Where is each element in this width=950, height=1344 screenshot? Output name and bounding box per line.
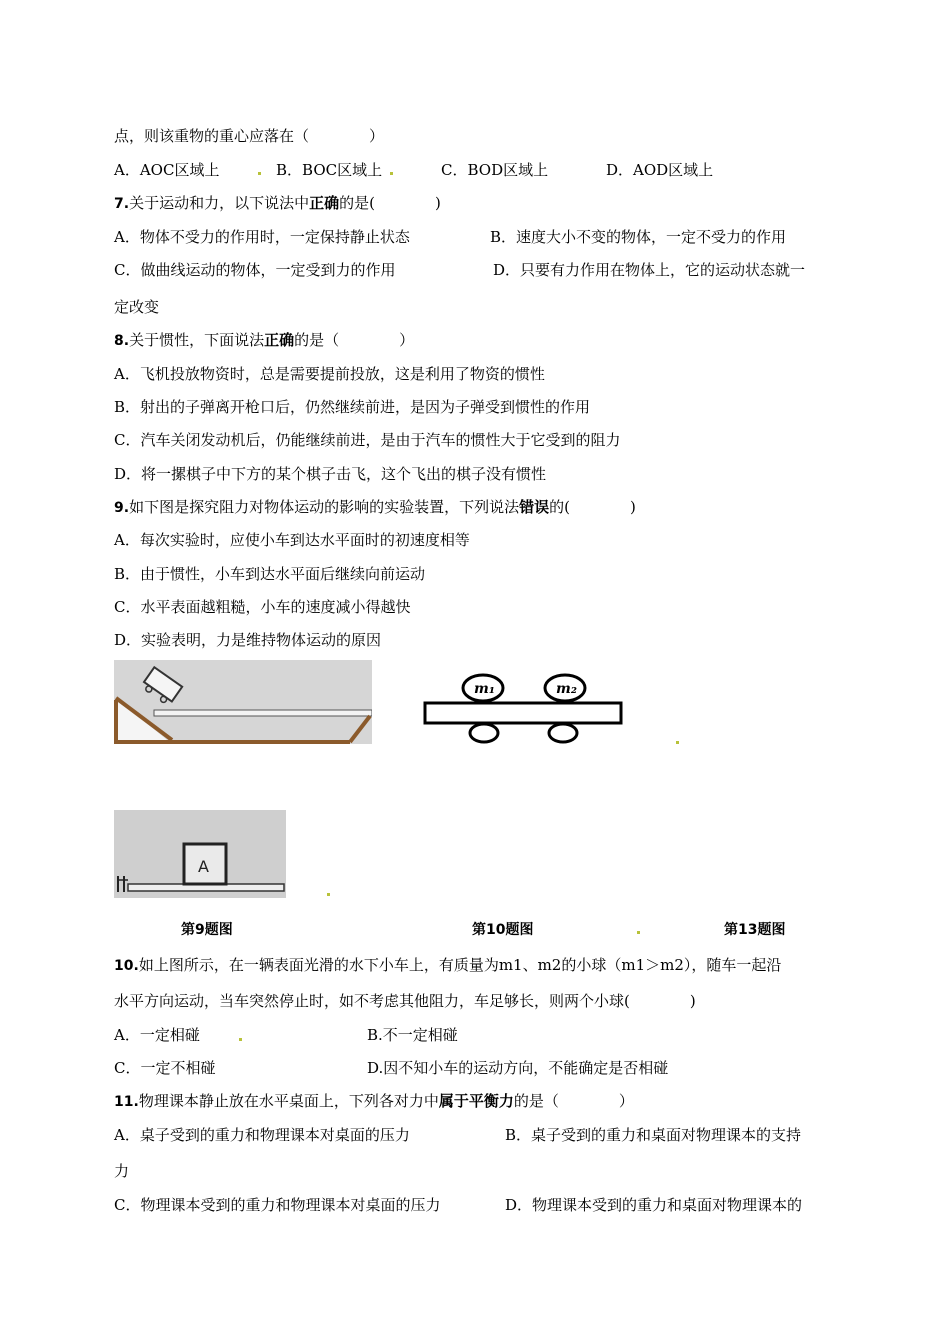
q6-continuation: 点，则该重物的重心应落在（ ） [114,127,385,145]
q9-ramp-figure [114,660,372,744]
q7-number: 7. [114,196,130,212]
caption-figure-9: 第9题图 [181,922,233,938]
q7-option-a: A．物体不受力的作用时，一定保持静止状态 [114,228,410,246]
q8-option-a: A．飞机投放物资时，总是需要提前投放，这是利用了物资的惯性 [114,365,545,383]
q11-stem [114,1091,634,1112]
mark-dot [258,172,261,175]
q9-number: 9. [114,500,130,516]
q11-option-b-continuation: 力 [114,1162,130,1180]
q11-text: 物理课本静止放在水平桌面上，下列各对力中 [138,1092,439,1110]
mark-dot [637,931,640,934]
q10-text: 如上图所示，在一辆表面光滑的水下小车上，有质量为m1、m2的小球（m1＞m2），随车一起沿 [138,956,782,974]
q6-option-a: A．AOC区域上 [114,161,220,179]
q7-stem [114,193,441,214]
q10-option-a: A．一定相碰 [114,1026,200,1044]
q7-option-b: B．速度大小不变的物体，一定不受力的作用 [490,228,787,246]
q6-option-c: C．BOD区域上 [441,161,549,179]
q7-option-d-continuation: 定改变 [114,298,160,316]
q8-stem [114,330,414,351]
q6-option-b: B．BOC区域上 [276,161,383,179]
mark-dot [390,172,393,175]
q9-text-end: 的( ) [549,498,636,516]
q8-text: 关于惯性，下面说法 [129,331,265,349]
q9-stem [114,497,636,518]
caption-figure-10: 第10题图 [472,922,534,938]
q9-keyword: 错误 [519,498,550,516]
q10-option-c: C．一定不相碰 [114,1059,216,1077]
q10-cart-figure [421,665,625,745]
q9-option-a: A．每次实验时，应使小车到达水平面时的初速度相等 [114,531,470,549]
mark-dot [327,893,330,896]
q7-keyword: 正确 [309,194,340,212]
block-a-label: A [198,857,209,876]
q11-text-end: 的是（ ） [513,1092,634,1110]
q8-number: 8. [114,333,130,349]
q8-option-d: D．将一摞棋子中下方的某个棋子击飞，这个飞出的棋子没有惯性 [114,465,547,483]
q10-number: 10. [114,958,139,974]
q10-option-b: B.不一定相碰 [367,1026,458,1044]
q8-keyword: 正确 [264,331,295,349]
mark-dot [676,741,679,744]
q9-option-c: C．水平表面越粗糙，小车的速度减小得越快 [114,598,411,616]
q7-option-d: D．只要有力作用在物体上，它的运动状态就一 [493,261,806,279]
q8-text-end: 的是（ ） [294,331,415,349]
q7-text-end: 的是( ) [339,194,441,212]
q13-block-figure [114,810,286,898]
ball-m1-label: m₁ [474,681,495,697]
q11-option-b: B．桌子受到的重力和桌面对物理课本的支持 [505,1126,802,1144]
q10-stem-line1 [114,955,781,976]
q7-text: 关于运动和力，以下说法中 [129,194,310,212]
q10-option-d: D.因不知小车的运动方向，不能确定是否相碰 [367,1059,669,1077]
q6-option-d: D．AOD区域上 [606,161,714,179]
mark-dot [239,1038,242,1041]
caption-figure-13: 第13题图 [724,922,786,938]
q10-stem-line2: 水平方向运动，当车突然停止时，如不考虑其他阻力，车足够长，则两个小球( ) [114,992,696,1010]
q11-keyword: 属于平衡力 [438,1092,514,1110]
q9-text: 如下图是探究阻力对物体运动的影响的实验装置，下列说法 [129,498,520,516]
q11-number: 11. [114,1094,139,1110]
q8-option-b: B．射出的子弹离开枪口后，仍然继续前进，是因为子弹受到惯性的作用 [114,398,591,416]
q7-option-c: C．做曲线运动的物体，一定受到力的作用 [114,261,396,279]
q11-option-d: D．物理课本受到的重力和桌面对物理课本的 [505,1196,803,1214]
ball-m2-label: m₂ [556,681,577,697]
q8-option-c: C．汽车关闭发动机后，仍能继续前进，是由于汽车的惯性大于它受到的阻力 [114,431,621,449]
q11-option-a: A．桌子受到的重力和物理课本对桌面的压力 [114,1126,410,1144]
q9-option-d: D．实验表明，力是维持物体运动的原因 [114,631,382,649]
q9-option-b: B．由于惯性，小车到达水平面后继续向前运动 [114,565,426,583]
q11-option-c: C．物理课本受到的重力和物理课本对桌面的压力 [114,1196,441,1214]
